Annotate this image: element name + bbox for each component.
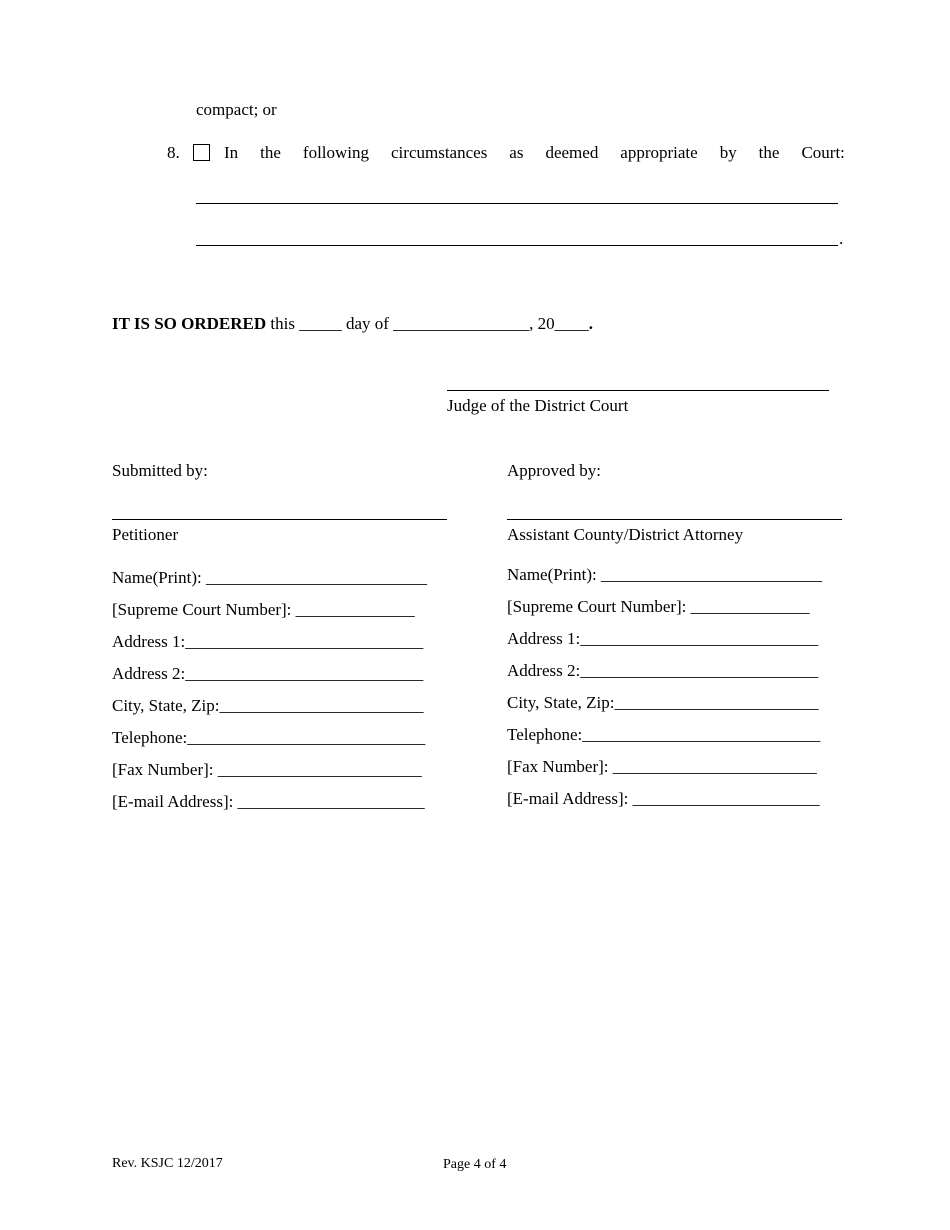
- item8-word: In: [224, 143, 239, 162]
- approved-city-state-zip-field[interactable]: City, State, Zip:________________________: [507, 693, 819, 712]
- order-end: .: [588, 314, 593, 333]
- item8-word: appropriate: [620, 143, 698, 162]
- item8-word: the: [260, 143, 281, 162]
- judge-signature-line[interactable]: [447, 390, 829, 391]
- submitted-telephone-field[interactable]: Telephone:____________________________: [112, 728, 426, 747]
- petitioner-label: Petitioner: [112, 525, 179, 544]
- submitted-name-field[interactable]: Name(Print): __________________________: [112, 568, 427, 587]
- item8-number: 8.: [167, 143, 180, 162]
- attorney-signature-line[interactable]: [507, 519, 842, 520]
- order-bold: IT IS SO ORDERED: [112, 314, 267, 333]
- item8-blank-line-1[interactable]: [196, 203, 838, 204]
- item8-word: circumstances: [391, 143, 488, 162]
- submitted-address2-field[interactable]: Address 2:____________________________: [112, 664, 424, 683]
- submitted-heading: Submitted by:: [112, 461, 208, 480]
- submitted-email-field[interactable]: [E-mail Address]: ______________________: [112, 792, 425, 811]
- approved-fax-field[interactable]: [Fax Number]: ________________________: [507, 757, 817, 776]
- order-line: [112, 314, 593, 334]
- item8-word: as: [509, 143, 524, 162]
- footer-page-number: Page 4 of 4: [443, 1157, 507, 1172]
- item8-line2-period: .: [839, 229, 844, 248]
- item8-checkbox[interactable]: [193, 144, 210, 161]
- approved-telephone-field[interactable]: Telephone:____________________________: [507, 725, 821, 744]
- item8-blank-line-2[interactable]: [196, 245, 838, 246]
- item7-tail-text: compact; or: [196, 100, 277, 119]
- judge-label: Judge of the District Court: [447, 396, 629, 415]
- submitted-city-state-zip-field[interactable]: City, State, Zip:________________________: [112, 696, 424, 715]
- submitted-supreme-court-number-field[interactable]: [Supreme Court Number]: ______________: [112, 600, 415, 619]
- item8-word: following: [302, 143, 370, 162]
- attorney-label: Assistant County/District Attorney: [507, 525, 744, 544]
- order-text: this _____ day of ________________, 20____: [266, 314, 589, 333]
- item8-word: Court:: [801, 143, 845, 162]
- submitted-fax-field[interactable]: [Fax Number]: ________________________: [112, 760, 422, 779]
- approved-email-field[interactable]: [E-mail Address]: ______________________: [507, 789, 820, 808]
- approved-heading: Approved by:: [507, 461, 601, 480]
- submitted-address1-field[interactable]: Address 1:____________________________: [112, 632, 424, 651]
- footer-revision: Rev. KSJC 12/2017: [112, 1156, 223, 1171]
- petitioner-signature-line[interactable]: [112, 519, 447, 520]
- item8-word: by: [719, 143, 737, 162]
- item8-word: the: [758, 143, 780, 162]
- item8-text: [224, 143, 845, 163]
- approved-address2-field[interactable]: Address 2:____________________________: [507, 661, 819, 680]
- item8-word: deemed: [545, 143, 599, 162]
- approved-supreme-court-number-field[interactable]: [Supreme Court Number]: ______________: [507, 597, 810, 616]
- approved-name-field[interactable]: Name(Print): __________________________: [507, 565, 822, 584]
- approved-address1-field[interactable]: Address 1:____________________________: [507, 629, 819, 648]
